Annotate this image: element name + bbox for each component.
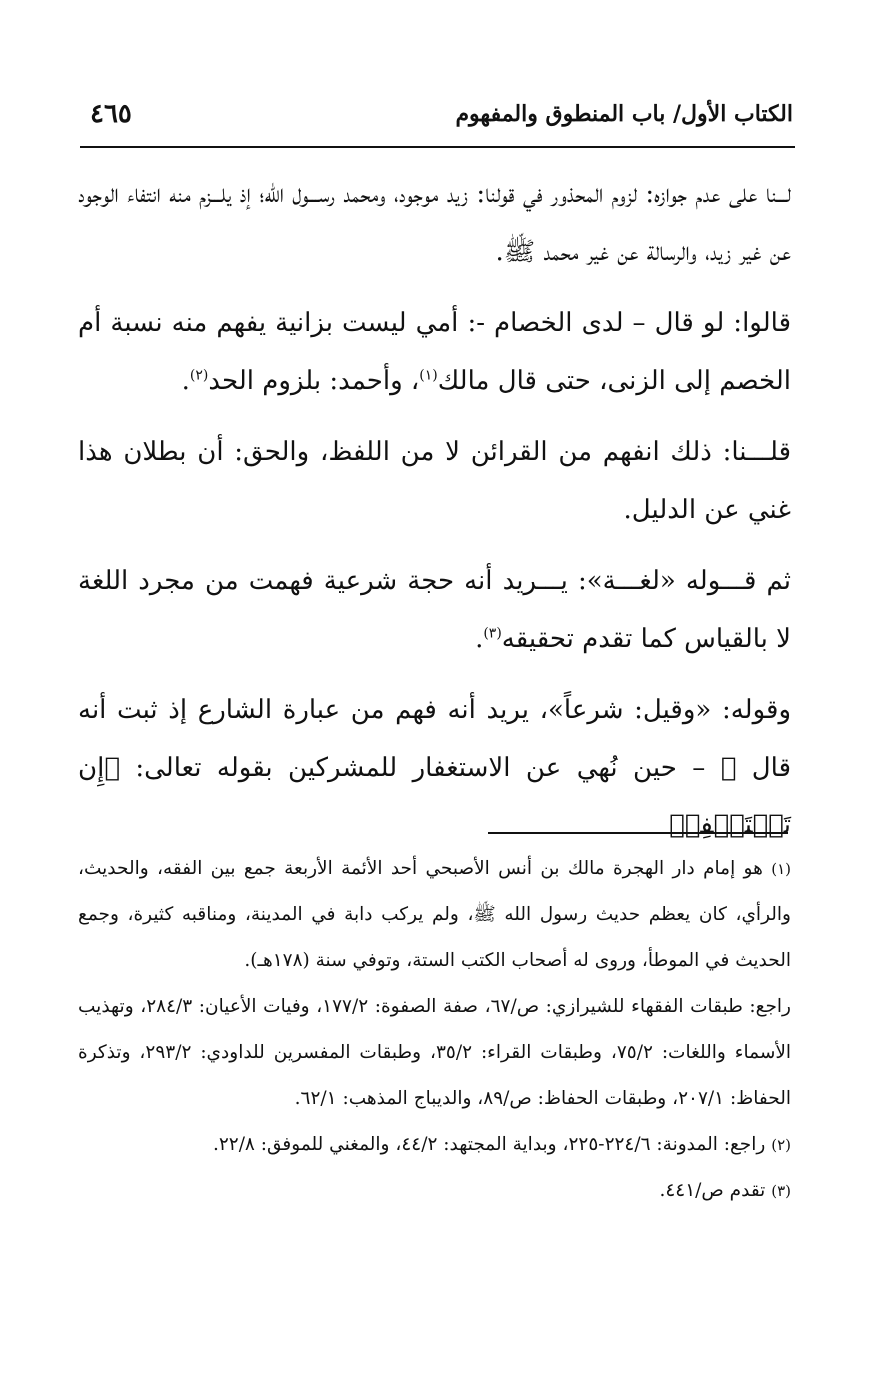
footnote-3-number: (٣) <box>771 1182 791 1200</box>
footnote-3-text: تقدم ص/٤٤١. <box>659 1180 766 1201</box>
header-rule <box>80 146 795 148</box>
running-title: الكتاب الأول/ باب المنطوق والمفهوم <box>455 101 793 127</box>
footnote-1-text: هو إمام دار الهجرة مالك بن أنس الأصبحي أحد الأئمة الأربعة جمع بين الفقه، والحديث، والرأي، كان يعظم حديث رسول الله ﷺ، ولم يركب دابة في المدينة، ومناقبه كثيرة، وجمع الحديث في الموطأ، وروى له أصحاب الكتب الستة، وتوفي سنة (١٧٨هـ). <box>78 858 791 971</box>
paragraph-2-end: . <box>181 365 190 396</box>
footnote-1-references: راجع: طبقات الفقهاء للشيرازي: ص/٦٧، صفة الصفوة: ١٧٧/٢، وفيات الأعيان: ٢٨٤/٣، وتهذيب الأسماء واللغات: ٧٥/٢، وطبقات القراء: ٣٥/٢، وطبقات المفسرين للداودي: ٢٩٣/٢، وتذكرة الحفاظ: ٢٠٧/١، وطبقات الحفاظ: ص/٨٩، والديباج المذهب: ٦٢/١. <box>78 996 792 1109</box>
paragraph-4-text: ثم قـــوله «لغـــة»: يـــريد أنه حجة شرعية فهمت من مجرد اللغة لا بالقياس كما تقدم تحقيقه <box>78 566 791 654</box>
paragraph-2-text: قالوا: لو قال – لدى الخصام -: أمي ليست بزانية يفهم منه نسبة أم الخصم إلى الزنى، حتى قال مالك <box>78 308 791 396</box>
paragraph-2-mid: ، وأحمد: بلزوم الحد <box>208 365 420 396</box>
paragraph-4-end: . <box>475 623 484 654</box>
page-number: ٤٦٥ <box>90 99 132 129</box>
footnote-ref-3: (٣) <box>483 624 502 641</box>
footnote-2-text: راجع: المدونة: ٢٢٤/٦-٢٢٥، وبداية المجتهد: ٤٤/٢، والمغني للموفق: ٢٢/٨. <box>212 1134 766 1155</box>
footnote-2 <box>78 1122 791 1168</box>
paragraph-4 <box>78 553 791 668</box>
page-header <box>80 93 793 139</box>
footnote-ref-1: (١) <box>419 366 438 383</box>
footnote-1 <box>78 846 791 984</box>
paragraph-2 <box>78 295 791 410</box>
footnote-separator <box>488 832 788 834</box>
paragraph-5: وقوله: «وقيل: شرعاً»، يريد أنه فهم من عبارة الشارع إذ ثبت أنه قال ﷺ – حين نُهي عن الاستغفار للمشركين بقوله تعالى: ﴿إِن تَسۡتَغۡفِرۡ <box>78 695 791 840</box>
paragraph-1: لـــنا على عدم جوازه: لزوم المحذور في قولنا: زيد موجود، ومحمد رســـول الله؛ إذ يلـــزم منه انتفاء الوجود عن غير زيد، والرسالة عن غير محمد ﷺ. <box>78 179 791 267</box>
paragraph-3: قلـــنا: ذلك انفهم من القرائن لا من اللفظ، والحق: أن بطلان هذا غني عن الدليل. <box>78 437 791 525</box>
footnotes <box>78 846 791 1214</box>
main-text <box>78 166 791 869</box>
footnote-3 <box>78 1168 791 1214</box>
footnote-2-number: (٢) <box>771 1136 791 1154</box>
footnote-1-number: (١) <box>771 860 791 878</box>
footnote-ref-2: (٢) <box>189 366 209 383</box>
